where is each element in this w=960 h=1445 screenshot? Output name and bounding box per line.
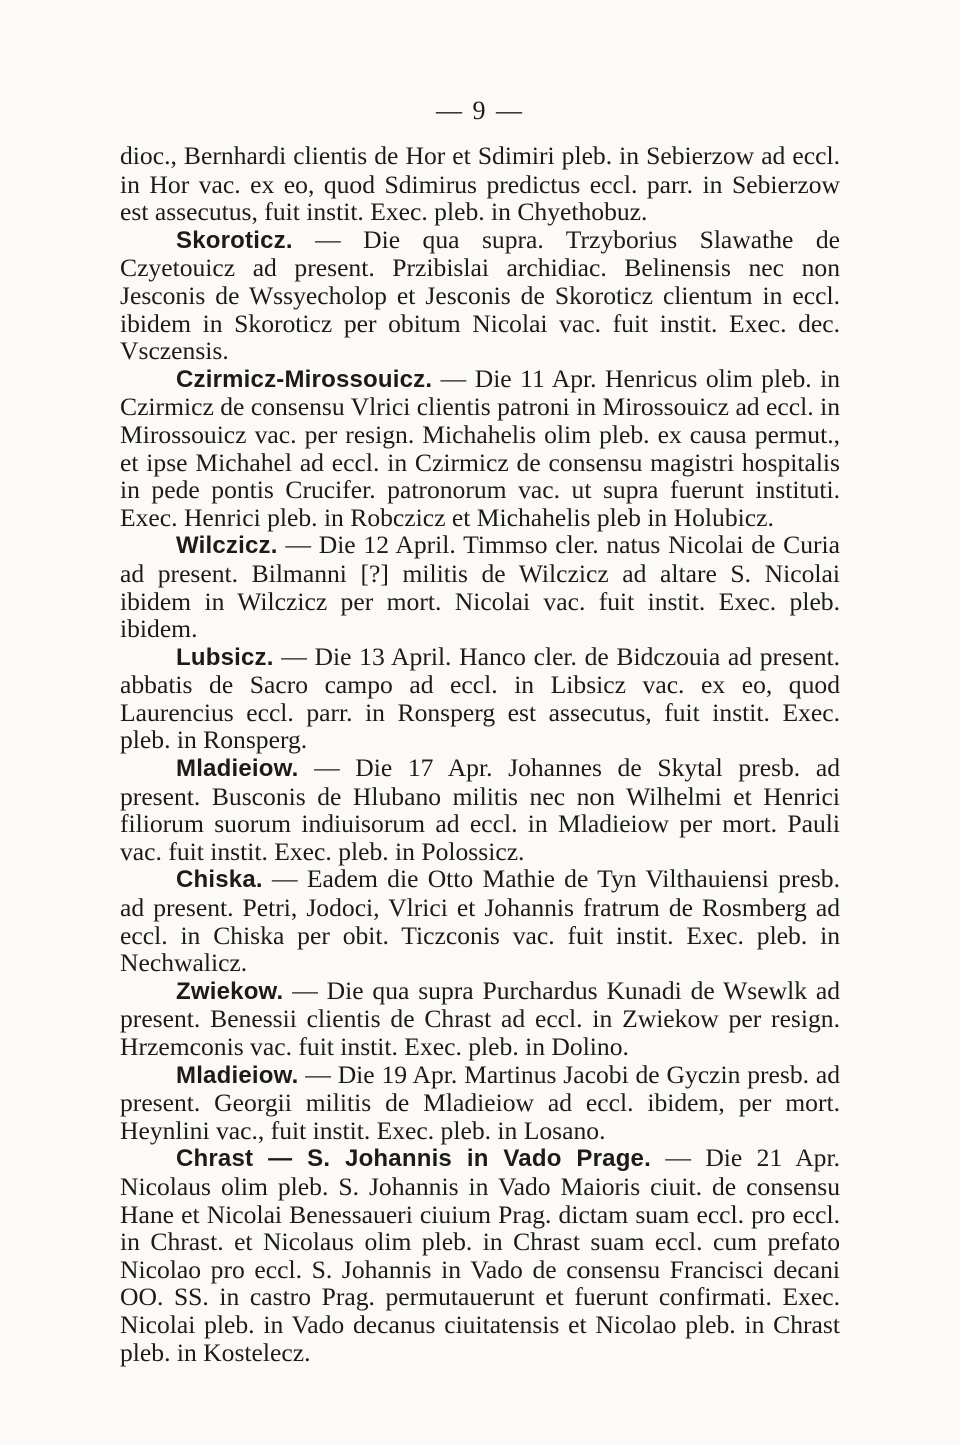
entry-text: — Die qua supra Purchardus Kunadi de Wsewlk ad present. Benessii clientis de Chrast ad eccl. in Zwiekow per resign. Hrzemconis vac. fuit instit. Exec. pleb. in Dolino. [120,975,840,1061]
entry-place: Skoroticz. [176,226,293,254]
entry-5 [120,754,840,865]
entry-place: Chiska. [176,866,263,894]
entry-9 [120,1144,840,1366]
entry-place: Czirmicz-Mirossouicz. [176,365,433,393]
document-body [120,142,840,1366]
page-number: — 9 — [436,96,524,125]
entry-text: dioc., Bernhardi clientis de Hor et Sdimiri pleb. in Sebierzow ad eccl. in Hor vac. ex eo, quod Sdimirus predictus eccl. parr. in Sebierzow est assecutus, fuit instit. Exec. pleb. in Chyethobuz. [120,141,840,227]
entry-place: Lubsicz. [176,643,274,671]
entry-text: — Eadem die Otto Mathie de Tyn Vilthauiensi presb. ad present. Petri, Jodoci, Vlrici et Johannis fratrum de Rosmberg ad eccl. in Chiska per obit. Ticzconis vac. fuit instit. Exec. pleb. in Nechwalicz. [120,864,840,978]
entry-8 [120,1061,840,1145]
entry-text: — Die 21 Apr. Nicolaus olim pleb. S. Johannis in Vado Maioris ciuit. de consensu Hane et Nicolai Benessaueri ciuium Prag. dictam suam eccl. pro eccl. in Chrast. et Nicolaus olim pleb. in Chrast suam eccl. cum prefato Nicolao pro eccl. S. Johannis in Vado de consensu Francisci decani OO. SS. in castro Prag. permutauerunt et fuerunt confirmati. Exec. Nicolai pleb. in Vado decanus ciuitatensis et Nicolao pleb. in Chrast pleb. in Kostelecz. [120,1143,840,1367]
entry-6 [120,865,840,976]
entry-place: Mladieiow. [176,1061,299,1089]
entry-text: — Die 13 April. Hanco cler. de Bidczouia ad present. abbatis de Sacro campo ad eccl. in Libsicz vac. ex eo, quod Laurencius eccl. parr. in Ronsperg est assecutus, fuit instit. Exec. pleb. in Ronsperg. [120,641,840,755]
entry-3 [120,531,840,642]
entry-text: — Die 11 Apr. Henricus olim pleb. in Czirmicz de consensu Vlrici clientis patroni in Mirossouicz ad eccl. in Mirossouicz vac. per resign. Michahelis olim pleb. ex causa permut., et ipse Michahel ad eccl. in Czirmicz de consensu magistri hospitalis in pede pontis Crucifer. patronorum vac. ut supra fuerunt instituti. Exec. Henrici pleb. in Robczicz et Michahelis pleb in Holubicz. [120,363,840,532]
entry-0 [120,142,840,226]
entry-text: — Die 12 April. Timmso cler. natus Nicolai de Curia ad present. Bilmanni [?] militis de Wilczicz ad altare S. Nicolai ibidem in Wilczicz per mort. Nicolai vac. fuit instit. Exec. pleb. ibidem. [120,530,840,644]
entry-text: — Die qua supra. Trzyborius Slawathe de Czyetouicz ad present. Przibislai archidiac. Belinensis nec non Jesconis de Wssyecholop et Jesconis de Skoroticz clientum in eccl. ibidem in Skoroticz per obitum Nicolai vac. fuit instit. Exec. dec. Vsczensis. [120,224,840,366]
entry-4 [120,643,840,754]
entry-place: Zwiekow. [176,977,284,1005]
entry-1 [120,226,840,365]
entry-7 [120,977,840,1061]
entry-text: — Die 19 Apr. Martinus Jacobi de Gyczin presb. ad present. Georgii militis de Mladieiow ad eccl. ibidem, per mort. Heynlini vac., fuit instit. Exec. pleb. in Losano. [120,1059,840,1145]
entry-2 [120,365,840,532]
entry-text: — Die 17 Apr. Johannes de Skytal presb. ad present. Busconis de Hlubano militis nec non Wilhelmi et Henrici filiorum suorum indiuisorum ad eccl. in Mladieiow per mort. Pauli vac. fuit instit. Exec. pleb. in Polossicz. [120,753,840,866]
entry-place: Mladieiow. [176,755,299,783]
entry-place: Wilczicz. [176,532,278,560]
entry-place: Chrast — S. Johannis in Vado Prage. [176,1145,651,1173]
